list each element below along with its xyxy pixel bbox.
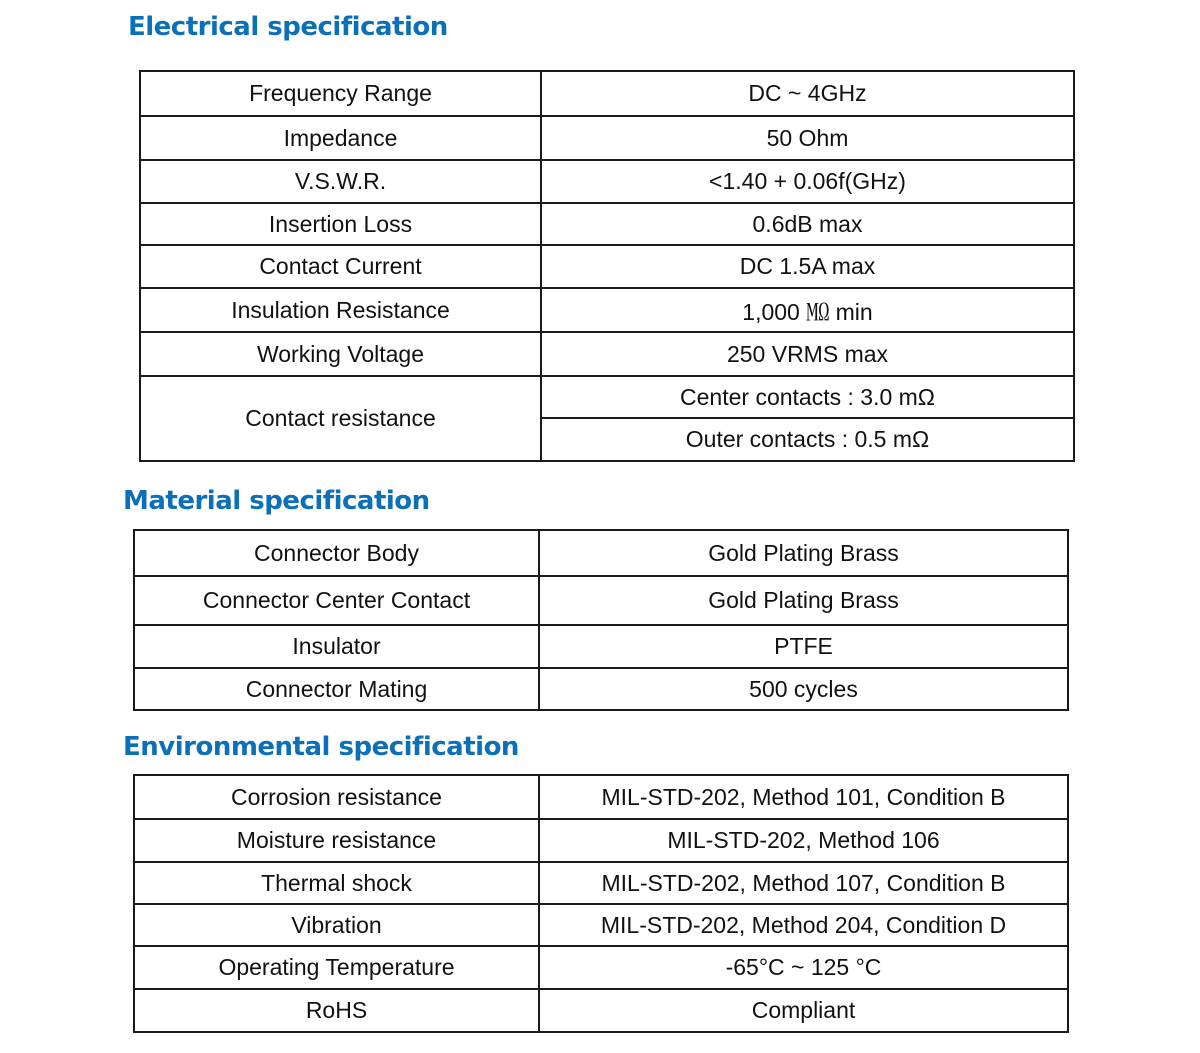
spec-label: Contact Current [140, 245, 541, 288]
spec-value: MIL-STD-202, Method 101, Condition B [539, 775, 1068, 819]
table-row [134, 862, 1068, 904]
spec-value: MIL-STD-202, Method 107, Condition B [539, 862, 1068, 904]
table-row [134, 819, 1068, 862]
environmental-spec-heading: Environmental specification [123, 732, 519, 762]
table-row [134, 946, 1068, 989]
spec-label: Moisture resistance [134, 819, 539, 862]
spec-value: Gold Plating Brass [539, 530, 1068, 576]
spec-value: Gold Plating Brass [539, 576, 1068, 625]
table-row [140, 71, 1074, 116]
spec-value: DC 1.5A max [541, 245, 1074, 288]
table-row [140, 116, 1074, 160]
spec-label: Connector Center Contact [134, 576, 539, 625]
material-spec-heading: Material specification [123, 486, 430, 516]
table-row [140, 245, 1074, 288]
spec-label: Operating Temperature [134, 946, 539, 989]
spec-label: V.S.W.R. [140, 160, 541, 203]
table-row [140, 376, 1074, 418]
spec-label: Connector Mating [134, 668, 539, 710]
spec-value: MIL-STD-202, Method 106 [539, 819, 1068, 862]
table-row [140, 332, 1074, 376]
spec-value: 500 cycles [539, 668, 1068, 710]
table-row [134, 904, 1068, 946]
table-row [140, 288, 1074, 332]
environmental-spec-table [133, 774, 1069, 1033]
electrical-spec-heading: Electrical specification [128, 12, 448, 42]
table-row [134, 530, 1068, 576]
table-row [134, 625, 1068, 668]
spec-label: Connector Body [134, 530, 539, 576]
table-row [134, 775, 1068, 819]
spec-label: Insulator [134, 625, 539, 668]
electrical-spec-table [139, 70, 1075, 462]
spec-value: DC ~ 4GHz [541, 71, 1074, 116]
spec-value: 0.6dB max [541, 203, 1074, 245]
spec-value: -65°C ~ 125 °C [539, 946, 1068, 989]
spec-value: PTFE [539, 625, 1068, 668]
table-row [140, 160, 1074, 203]
material-spec-table [133, 529, 1069, 711]
spec-value: 1,000 ㏁ min [541, 288, 1074, 332]
spec-label: Thermal shock [134, 862, 539, 904]
spec-value: <1.40 + 0.06f(GHz) [541, 160, 1074, 203]
spec-label: RoHS [134, 989, 539, 1032]
spec-label: Corrosion resistance [134, 775, 539, 819]
spec-value: 250 VRMS max [541, 332, 1074, 376]
contact-resistance-label: Contact resistance [140, 376, 541, 461]
spec-label: Vibration [134, 904, 539, 946]
spec-label: Insulation Resistance [140, 288, 541, 332]
spec-value: 50 Ohm [541, 116, 1074, 160]
outer-contacts-value: Outer contacts : 0.5 mΩ [541, 418, 1074, 461]
table-row [134, 576, 1068, 625]
spec-value: MIL-STD-202, Method 204, Condition D [539, 904, 1068, 946]
center-contacts-value: Center contacts : 3.0 mΩ [541, 376, 1074, 418]
spec-label: Insertion Loss [140, 203, 541, 245]
table-row [140, 203, 1074, 245]
spec-label: Impedance [140, 116, 541, 160]
spec-value: Compliant [539, 989, 1068, 1032]
spec-label: Working Voltage [140, 332, 541, 376]
spec-label: Frequency Range [140, 71, 541, 116]
table-row [134, 668, 1068, 710]
table-row [134, 989, 1068, 1032]
